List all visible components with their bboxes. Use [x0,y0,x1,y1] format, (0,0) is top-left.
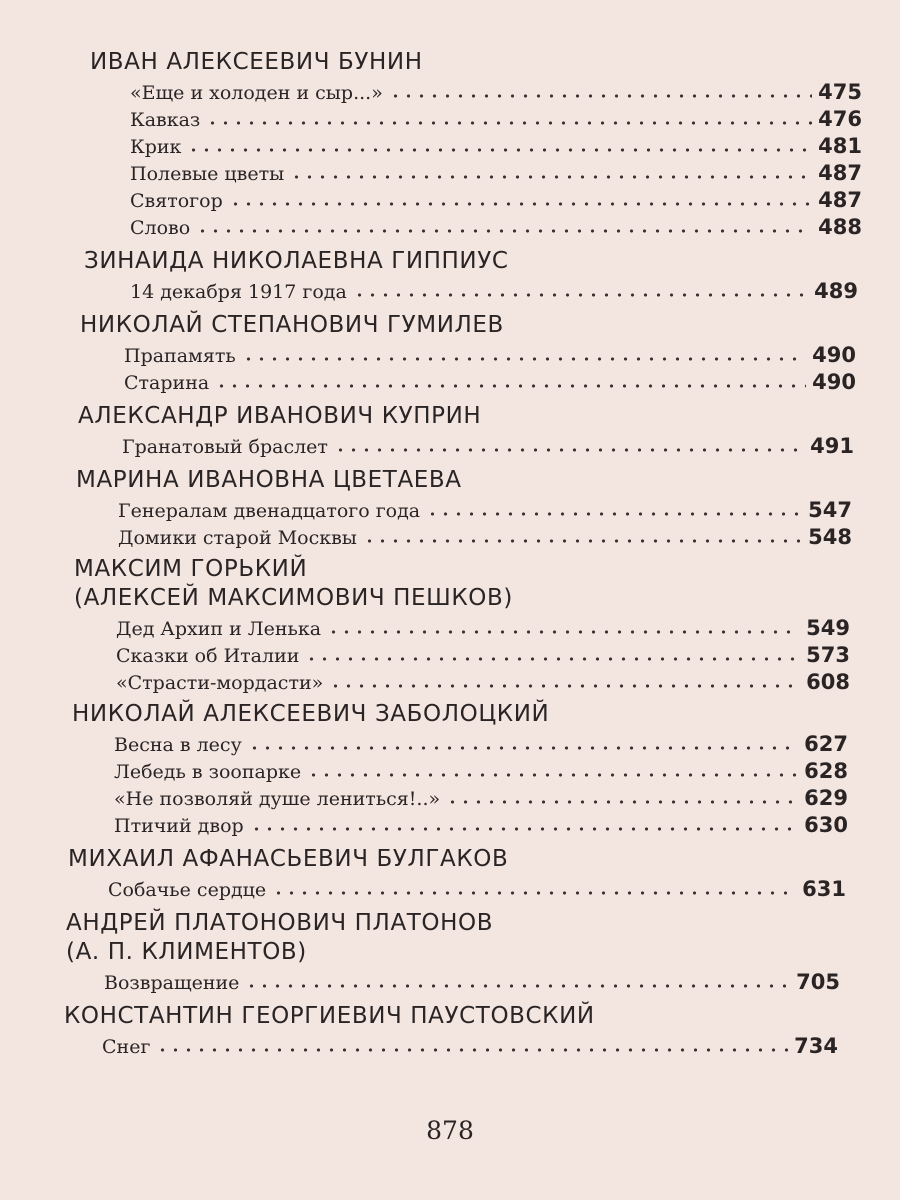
toc-section [0,700,900,837]
toc-section [0,402,900,458]
dot-leader [353,292,808,298]
entry-title: Кавказ [130,109,201,131]
entry-title: «Страсти-мордасти» [116,672,324,694]
toc-entry[interactable] [0,212,862,239]
toc-entry[interactable] [0,967,840,994]
entry-page-number: 491 [810,434,854,458]
entry-title: Птичий двор [114,815,244,837]
author-heading [0,700,900,729]
dot-leader [426,511,802,517]
entry-title: Весна в лесу [114,734,242,756]
toc-section [0,48,900,239]
toc-entry[interactable] [0,874,846,901]
author-heading [0,1002,900,1031]
toc-entry[interactable] [0,185,862,212]
entry-title: Старина [124,372,210,394]
toc-entry[interactable] [0,613,850,640]
entry-title: «Не позволяй душе лениться!..» [114,788,441,810]
toc-section [0,845,900,901]
author-heading [0,311,900,340]
author-name-line: НИКОЛАЙ АЛЕКСЕЕВИЧ ЗАБОЛОЦКИЙ [72,701,550,727]
entry-page-number: 705 [796,970,840,994]
entry-title: Крик [130,136,182,158]
entry-page-number: 628 [804,759,848,783]
entry-title: Слово [130,217,191,239]
entry-title: Полевые цветы [130,163,285,185]
dot-leader [196,228,812,234]
toc-entry[interactable] [0,810,848,837]
dot-leader [334,447,804,453]
entry-title: Гранатовый браслет [122,436,328,458]
author-name-line: НИКОЛАЙ СТЕПАНОВИЧ ГУМИЛЕВ [80,312,504,338]
author-name-line: ЗИНАИДА НИКОЛАЕВНА ГИППИУС [84,248,509,274]
toc-entry[interactable] [0,104,862,131]
table-of-contents [0,48,900,1058]
author-name-line: МАРИНА ИВАНОВНА ЦВЕТАЕВА [76,467,462,493]
entry-page-number: 489 [814,279,858,303]
entry-title: Прапамять [124,345,236,367]
author-name-line: ИВАН АЛЕКСЕЕВИЧ БУНИН [90,49,423,75]
author-heading [0,247,900,276]
toc-entry[interactable] [0,640,850,667]
entry-title: Снег [102,1036,151,1058]
dot-leader [156,1047,788,1053]
author-name-line: МАКСИМ ГОРЬКИЙ [74,556,308,582]
author-name-line: МИХАИЛ АФАНАСЬЕВИЧ БУЛГАКОВ [68,846,509,872]
author-heading [0,909,900,967]
dot-leader [290,174,812,180]
entry-title: Лебедь в зоопарке [114,761,302,783]
dot-leader [327,629,800,635]
toc-section [0,555,900,694]
entry-title: «Еще и холоден и сыр...» [130,82,383,104]
entry-page-number: 488 [818,215,862,239]
dot-leader [229,201,812,207]
entry-page-number: 490 [812,370,856,394]
toc-entry[interactable] [0,667,850,694]
entry-page-number: 490 [812,343,856,367]
entry-title: Святогор [130,190,223,212]
toc-entry[interactable] [0,783,848,810]
toc-entry[interactable] [0,1031,838,1058]
toc-section [0,909,900,994]
toc-section [0,466,900,549]
dot-leader [307,772,798,778]
dot-leader [305,656,800,662]
toc-entry[interactable] [0,495,852,522]
toc-entry[interactable] [0,431,854,458]
author-heading [0,466,900,495]
toc-entry[interactable] [0,340,856,367]
toc-entry[interactable] [0,729,848,756]
dot-leader [389,93,812,99]
entry-title: Генералам двенадцатого года [118,500,421,522]
author-heading [0,402,900,431]
entry-page-number: 487 [818,188,862,212]
dot-leader [187,147,812,153]
entry-page-number: 631 [802,877,846,901]
author-heading [0,555,900,613]
entry-page-number: 548 [808,525,852,549]
entry-title: Возвращение [104,972,240,994]
author-heading [0,845,900,874]
dot-leader [248,745,798,751]
toc-entry[interactable] [0,756,848,783]
entry-page-number: 487 [818,161,862,185]
toc-entry[interactable] [0,522,852,549]
dot-leader [329,683,800,689]
entry-page-number: 481 [818,134,862,158]
toc-entry[interactable] [0,77,862,104]
toc-section [0,1002,900,1058]
entry-page-number: 627 [804,732,848,756]
author-name-line: (АЛЕКСЕЙ МАКСИМОВИЧ ПЕШКОВ) [74,585,513,611]
entry-page-number: 734 [794,1034,838,1058]
dot-leader [242,356,806,362]
entry-page-number: 629 [804,786,848,810]
entry-page-number: 547 [808,498,852,522]
page-number: 878 [426,1116,474,1145]
entry-title: Собачье сердце [108,879,267,901]
dot-leader [215,383,806,389]
entry-page-number: 549 [806,616,850,640]
entry-page-number: 608 [806,670,850,694]
dot-leader [206,120,812,126]
dot-leader [245,983,790,989]
dot-leader [446,799,798,805]
dot-leader [272,890,796,896]
entry-title: 14 декабря 1917 года [130,281,347,303]
entry-title: Сказки об Италии [116,645,300,667]
dot-leader [363,538,802,544]
toc-section [0,311,900,394]
toc-entry[interactable] [0,131,862,158]
toc-entry[interactable] [0,276,858,303]
author-name-line: АЛЕКСАНДР ИВАНОВИЧ КУПРИН [78,403,482,429]
entry-page-number: 573 [806,643,850,667]
entry-title: Дед Архип и Ленька [116,618,322,640]
entry-page-number: 630 [804,813,848,837]
entry-page-number: 476 [818,107,862,131]
author-name-line: АНДРЕЙ ПЛАТОНОВИЧ ПЛАТОНОВ [66,910,494,936]
entry-page-number: 475 [818,80,862,104]
entry-title: Домики старой Москвы [118,527,357,549]
author-name-line: КОНСТАНТИН ГЕОРГИЕВИЧ ПАУСТОВСКИЙ [64,1003,595,1029]
author-heading [0,48,900,77]
toc-section [0,247,900,303]
toc-entry[interactable] [0,367,856,394]
author-name-line: (А. П. КЛИМЕНТОВ) [66,939,307,965]
dot-leader [250,826,798,832]
toc-entry[interactable] [0,158,862,185]
